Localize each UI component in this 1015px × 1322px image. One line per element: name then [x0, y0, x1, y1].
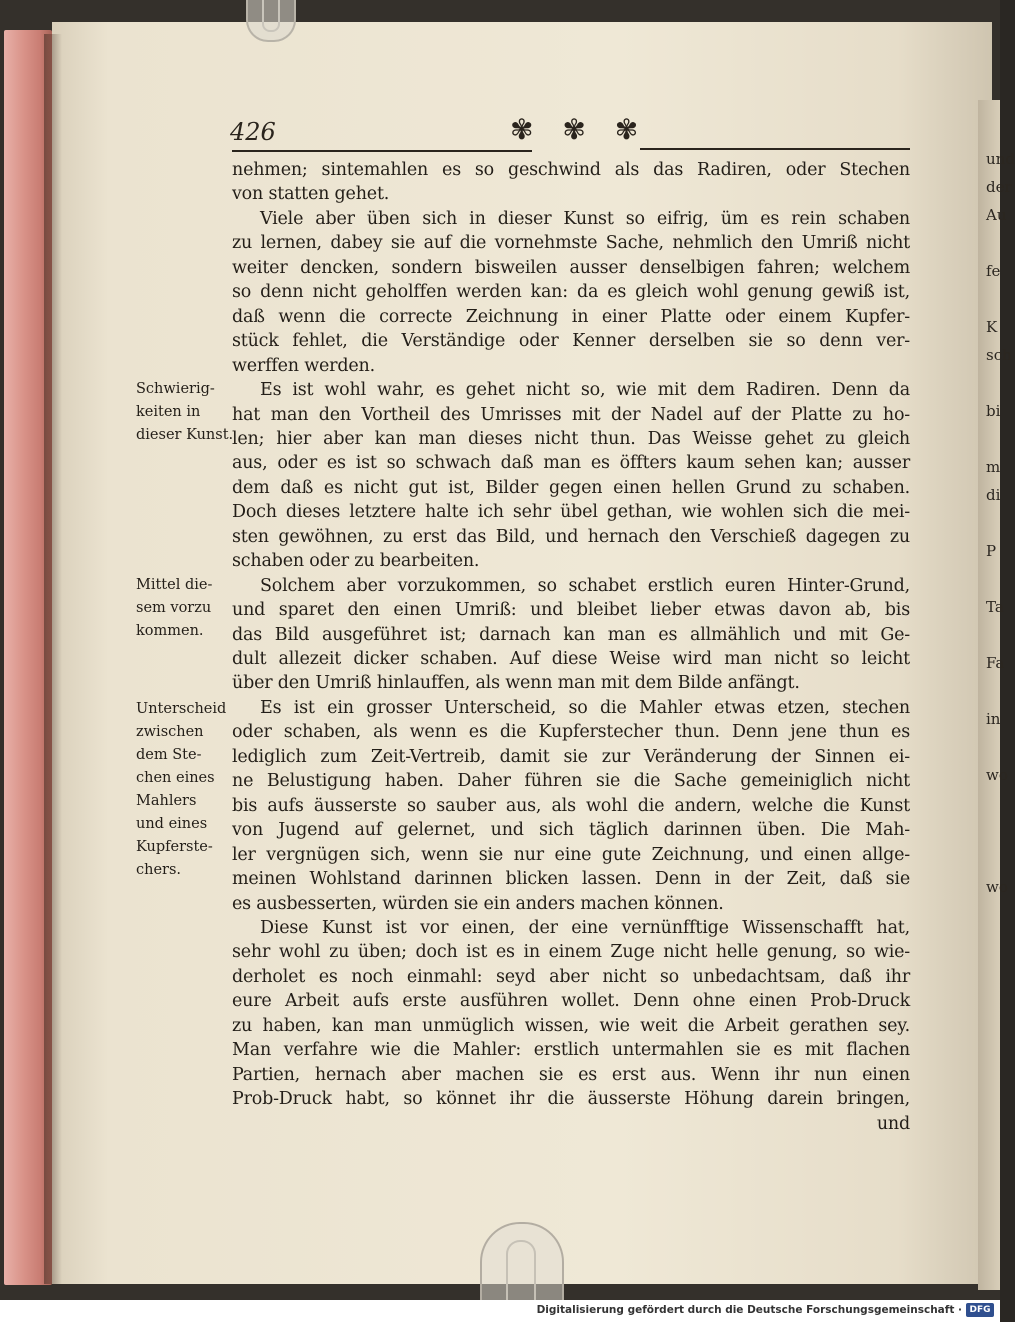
- text-line: zu haben, kan man unmüglich wissen, wie weit die Arbeit gerathen sey.: [232, 1015, 910, 1036]
- text-line: und: [876, 1113, 910, 1134]
- margin-note-line: keiten in: [136, 404, 201, 420]
- text-line: weiter dencken, sondern bisweilen ausser denselbigen fahren; welchem: [232, 257, 910, 278]
- margin-note-line: Mittel die-: [136, 577, 213, 593]
- text-line: schaben oder zu bearbeiten.: [232, 551, 480, 572]
- facing-page-fragment: fe: [986, 262, 1001, 280]
- margin-note: [136, 378, 233, 447]
- text-line: ne Belustigung haben. Daher führen sie die Sache gemeiniglich nicht: [232, 771, 910, 792]
- text-line: über den Umriß hinlauffen, als wenn man mit dem Bilde anfängt.: [232, 673, 800, 694]
- text-line: aus, oder es ist so schwach daß man es öffters kaum sehen kan; ausser: [232, 453, 910, 474]
- facing-page-fragment: K: [986, 318, 998, 336]
- text-line: dem daß es nicht gut ist, Bilder gegen einen hellen Grund zu schaben.: [232, 477, 910, 498]
- facing-page-fragment: Fa: [986, 654, 1005, 672]
- margin-note: [136, 574, 212, 643]
- text-line: es ausbesserten, würden sie ein anders machen können.: [232, 893, 724, 914]
- text-line: Man verfahre wie die Mahler: erstlich untermahlen sie es mit flachen: [232, 1040, 910, 1061]
- facing-page-fragment: P: [986, 542, 997, 560]
- footer-credit: Digitalisierung gefördert durch die Deutsche Forschungsgemeinschaft ·: [536, 1304, 962, 1316]
- text-line: oder schaben, als wenn es die Kupferstecher thun. Denn jene thun es: [232, 722, 910, 743]
- header-rule-left: [232, 150, 532, 152]
- margin-note-line: dem Ste-: [136, 747, 202, 763]
- facing-page-fragment: und: [986, 150, 1015, 168]
- margin-note-line: dieser Kunst.: [136, 427, 234, 443]
- text-line: daß wenn die correcte Zeichnung in einer Platte oder einem Kupfer-: [232, 306, 910, 327]
- margin-note-line: kommen.: [136, 623, 204, 639]
- margin-note-line: Kupferste-: [136, 839, 213, 855]
- text-line: zu lernen, dabey sie auf die vornehmste Sache, nehmlich den Umriß nicht: [232, 233, 910, 254]
- text-line: von statten gehet.: [232, 184, 390, 205]
- margin-note-line: Unterscheid: [136, 701, 227, 717]
- facing-page-fragment: Ta: [986, 598, 1004, 616]
- text-line: von Jugend auf gelernet, und sich täglich darinnen üben. Die Mah-: [232, 820, 910, 841]
- header-rule-right: [640, 148, 910, 150]
- text-line: Partien, hernach aber machen sie es erst aus. Wenn ihr nun einen: [232, 1064, 910, 1085]
- facing-page-fragment: wo: [986, 878, 1008, 896]
- facing-page-fragment: sch: [986, 346, 1012, 364]
- facing-page-fragment: Au: [986, 206, 1007, 224]
- margin-note-line: Schwierig-: [136, 381, 215, 397]
- facing-page-fragment: der: [986, 178, 1012, 196]
- margin-note-line: und eines: [136, 816, 208, 832]
- text-line: Es ist ein grosser Unterscheid, so die Mahler etwas etzen, stechen: [260, 697, 910, 718]
- facing-page-fragment: di: [986, 486, 1001, 504]
- text-line: Doch dieses letztere halte ich sehr übel gethan, wie wohlen sich die mei-: [232, 502, 910, 523]
- text-line: Prob-Druck habt, so könnet ihr die äusserste Höhung darein bringen,: [232, 1089, 910, 1110]
- facing-page-fragment: in: [986, 710, 1001, 728]
- header-ornament: ✾ ✾ ✾: [510, 113, 649, 146]
- text-line: so denn nicht geholffen werden kan: da es gleich wohl genung gewiß ist,: [232, 282, 910, 303]
- facing-page-fragment: wo: [986, 766, 1008, 784]
- text-line: len; hier aber kan man dieses nicht thun. Das Weisse gehet zu gleich: [232, 428, 910, 449]
- margin-note-line: Mahlers: [136, 793, 197, 809]
- text-line: sehr wohl zu üben; doch ist es in einem Zuge nicht helle genung, so wie-: [232, 942, 910, 963]
- text-line: Es ist wohl wahr, es gehet nicht so, wie mit dem Radiren. Denn da: [260, 380, 910, 401]
- gutter-shadow: [44, 34, 62, 1284]
- text-line: Diese Kunst ist vor einen, der eine vernünfftige Wissenschafft hat,: [260, 917, 910, 938]
- dfg-logo: DFG: [966, 1303, 994, 1317]
- page-number: 426: [230, 118, 276, 146]
- margin-note-line: chers.: [136, 862, 182, 878]
- text-line: sten gewöhnen, zu erst das Bild, und hernach den Verschieß dagegen zu: [232, 526, 910, 547]
- text-line: Viele aber üben sich in dieser Kunst so eifrig, üm es rein schaben: [260, 208, 910, 229]
- facing-page-fragment: bi: [986, 402, 1001, 420]
- facing-page-fragment: m: [986, 458, 1001, 476]
- text-line: ler vergnügen sich, wenn sie nur eine gute Zeichnung, und einen allge-: [232, 844, 910, 865]
- text-line: hat man den Vortheil des Umrisses mit der Nadel auf der Platte zu ho-: [232, 404, 910, 425]
- text-line: und sparet den einen Umriß: und bleibet lieber etwas davon ab, bis: [232, 600, 910, 621]
- text-line: das Bild ausgeführet ist; darnach kan man es allmählich und mit Ge-: [232, 624, 910, 645]
- text-line: bis aufs äusserste so sauber aus, als wohl die andern, welche die Kunst: [232, 795, 910, 816]
- text-line: derholet es noch einmahl: seyd aber nicht so unbedachtsam, daß ihr: [232, 966, 910, 987]
- text-line: eure Arbeit aufs erste ausführen wollet. Denn ohne einen Prob-Druck: [232, 991, 910, 1012]
- text-line: werffen werden.: [232, 355, 375, 376]
- page-clip-bottom-inner: [506, 1240, 536, 1302]
- margin-note-line: chen eines: [136, 770, 215, 786]
- text-line: lediglich zum Zeit-Vertreib, damit sie zur Veränderung der Sinnen ei-: [232, 746, 910, 767]
- page-clip-top-inner: [262, 0, 280, 32]
- text-line: Solchem aber vorzukommen, so schabet erstlich euren Hinter-Grund,: [260, 575, 910, 596]
- text-line: dult allezeit dicker schaben. Auf diese Weise wird man nicht so leicht: [232, 649, 910, 669]
- margin-note-line: zwischen: [136, 724, 204, 740]
- text-line: meinen Wohlstand darinnen blicken lassen. Denn in der Zeit, daß sie: [232, 869, 910, 890]
- margin-note-line: sem vorzu: [136, 600, 212, 616]
- text-line: nehmen; sintemahlen es so geschwind als das Radiren, oder Stechen: [232, 160, 910, 180]
- text-line: stück fehlet, die Verständige oder Kenner derselben sie so denn ver-: [232, 331, 910, 352]
- margin-note: [136, 698, 226, 882]
